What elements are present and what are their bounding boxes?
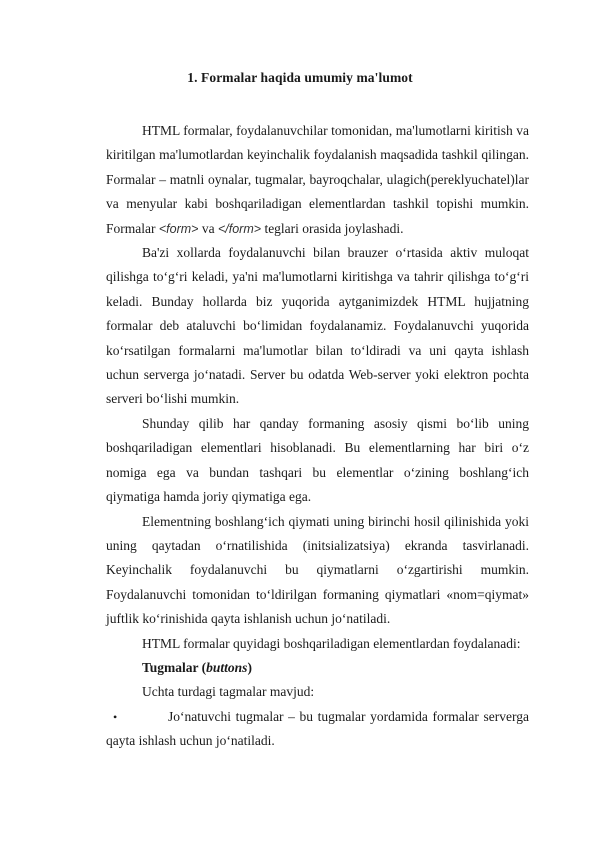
paragraph-intro-conj: va <box>198 220 218 236</box>
paragraph-interaction: Ba'zi xollarda foydalanuvchi bilan brauzer o‘rtasida aktiv muloqat qilishga to‘g‘ri keladi, ya'ni ma'lumotlarni kiritishga va tahrir qilishga to‘g‘ri keladi. Bunday hollarda biz yuqorida aytganimizdek HTML hujjatning formalar deb ataluvchi bo‘limidan foydalanamiz. Foydalanuvchi yuqorida ko‘rsatilgan formalarni ma'lumotlar bilan to‘ldiradi va uni qayta ishlash uchun serverga jo‘natadi. Server bu odatda Web-server yoki elektron pochta serveri bo‘lishi mumkin. <box>106 245 529 407</box>
paragraph-elements: Shunday qilib har qanday formaning asosiy qismi bo‘lib uning boshqariladigan elementlari hisoblanadi. Bu elementlarning har biri o‘z nomiga ega va bundan tashqari bu elementlar o‘zining boshlang‘ich qiymatiga hamda joriy qiymatiga ega. <box>106 415 529 505</box>
paragraph-intro-end: teglari orasida joylashadi. <box>261 220 404 236</box>
paragraph-button-types: Uchta turdagi tagmalar mavjud: <box>142 684 315 700</box>
heading-buttons-english: buttons <box>206 659 248 675</box>
heading-buttons-label: Tugmalar <box>142 659 199 675</box>
paragraph-intro-text: HTML formalar, foydalanuvchilar tomonidan, ma'lumotlarni kiritish va kiritilgan ma'lumotlardan keyinchalik foydalanish maqsadida tashkil qilingan. Formalar – matnli oynalar, tugmalar, bayroqchalar, ulagich(pereklyuchatel)lar va menyular kabi boshqariladigan elementlardan tashkil topishi mumkin. Formalar <box>106 123 529 236</box>
form-open-tag: <form> <box>158 221 199 236</box>
heading-buttons-paren-close: ) <box>247 659 252 675</box>
paragraph-controls-intro: HTML formalar quyidagi boshqariladigan elementlardan foydalanadi: <box>142 635 521 651</box>
paragraph-intro <box>106 119 529 241</box>
heading-buttons <box>106 656 529 680</box>
section-title: 1. Formalar haqida umumiy ma'lumot <box>187 70 413 85</box>
form-close-tag: </form> <box>217 221 262 236</box>
heading-buttons-paren-open: ( <box>198 659 207 675</box>
bullet-submit-buttons <box>106 705 529 754</box>
bullet-icon: • <box>113 709 118 724</box>
paragraph-initial-value: Elementning boshlang‘ich qiymati uning birinchi hosil qilinishida yoki uning qaytadan o‘rnatilishida (initsializatsiya) ekranda tasvirlanadi. Keyinchalik foydalanuvchi bu qiymatlarni o‘zgartirishi mumkin. Foydalanuvchi tomonidan to‘ldirilgan formaning qiymatlari «nom=qiymat» juftlik ko‘rinishida qayta ishlanish uchun jo‘natiladi. <box>106 513 529 627</box>
document-body <box>106 119 529 754</box>
bullet-submit-buttons-text: Jo‘natuvchi tugmalar – bu tugmalar yordamida formalar serverga qayta ishlash uchun jo‘natiladi. <box>106 708 529 749</box>
